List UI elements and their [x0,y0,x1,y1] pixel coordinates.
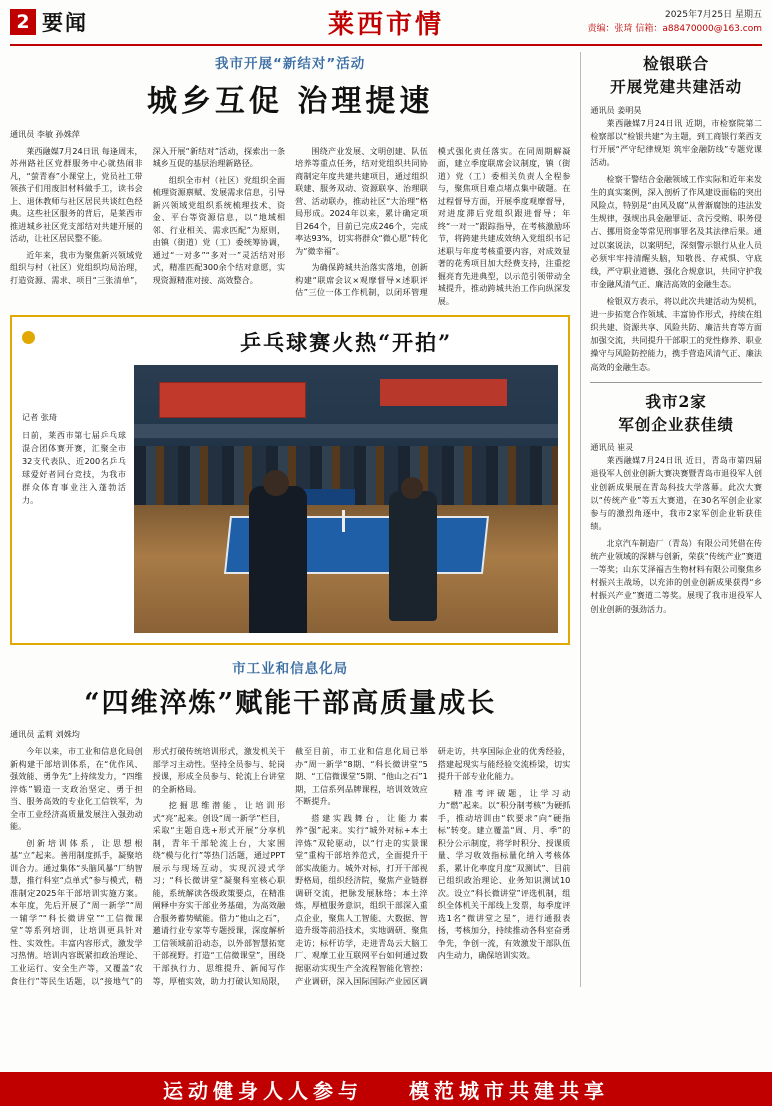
headline-line: 开展党建共建活动 [610,77,743,97]
paragraph: 围绕产业发展、文明创建、队伍培养等重点任务，结对党组织共同协商制定年度共建共建项目，通过组织联建、服务双动、资源联享、治理联营、活动联办，推动社区“大治理”格局形成。2024年以来，累计确定项目264个，目前已完成246个，完成率达93%，切实将群众“微心愿”转化为“微幸福”。 [295,145,428,256]
paragraph: 今年以来，市工业和信息化局创新构建干部培训体系，在“优作风、强效能、勇争先”上持续发力，“四维淬炼”锻造一支政治坚定、勇于担当、服务高效的专业化工信铁军，为全市工业经济高质量发展注入强劲动能。 [10,745,143,832]
rail-article1-headline [590,52,762,99]
paragraph: 莱西融媒7月24日讯 近期，市检察院第二检察部以“检银共建”为主题，到工商银行莱西支行开展“严守纪律规矩 筑牢金融防线”专题党课活动。 [590,117,762,167]
right-sidebar [580,52,762,987]
headline-line: 军创企业获佳绩 [618,414,734,434]
paragraph: 莱西融媒7月24日讯 每逢周末，苏州路社区党群服务中心就热闹非凡，“萤青春”小课堂上，党员社工带领孩子们用废旧材料做手工，读书会上、退休教师与社区居民共谈红色经典。这些社区服务的背后，是莱西市推进城乡社区党支部结对共建开展的活动，让社区居民整不能。 [10,145,143,244]
section-title: 要闻 [42,10,88,35]
bottom-kicker: 市工业和信息化局 [232,661,349,678]
photo-player-far [389,491,437,621]
paragraph: 精准考评破题，让学习动力“燃”起来。以“积分制考核”为硬抓手，推动培训由“软要求”向“硬指标”转变。建立覆盖“周、月、季”的积分公示制度，将学时积分、授课质量、学习收效指标量化纳入考核体系，累计化率度月度“双测试”、目前已组织政治理论、业务知识测试10次。设立“科长微讲堂”评选机制，组织全体机关干部线上发票，每季度评选1名“微讲堂之星”，进行通报表扬，考核加分，持续推动各科室奋勇争先，争创一流，有效激发干部队伍内生动力，确保培训实效。 [437,787,571,961]
photo-player-near [249,486,307,633]
paragraph: 搭建实践舞台，让能力素养“强”起来。实行“城外对标+本土淬炼”双轮驱动，以“行走的实景课堂”重构干部培养范式，全面提升干部实战能力。城外对标，打开干部视野格局，组织经济院，聚焦产业链群调研交流，把脉发展脉络；本土淬炼，厚植服务意识，组织干部深入重点企业，聚焦人工智能、大数据、智造升级等前沿技术，实地调研、聚焦走访；标杆访学，走进青岛云大脑工厂、观摩工业互联网平台如何通过数据驱动实现生产全流程智能化管控；产业调研，深入国际国际产业园区调研走访，共享国际企业的优秀经验，搭建起现实与能经验交流桥梁，切实提升干部专业化能力。 [295,745,571,986]
bottom-byline: 通讯员 孟莉 刘姝均 [10,729,80,740]
footer-slogan-right: 模范城市共建共享 [409,1078,609,1103]
bottom-headline: “四维淬炼”赋能干部高质量成长 [84,688,497,720]
headline-line: 检银联合 [643,54,710,73]
paragraph: 北京汽车制造厂（青岛）有限公司凭借在传统产业领域的深耕与创新，荣获“传统产业”赛道一等奖；山东艾泽福吉生物材料有限公司聚焦乡村振兴主战场，以充沛的创业创新成果获得“乡村振兴产业”赛道二等奖。展现了我市退役军人创业创新的强劲活力。 [590,537,762,614]
lead-body [10,145,570,308]
rail-article2-byline: 通讯员 崔灵 [590,442,634,453]
rail-article1-byline: 通讯员 姜明昊 [590,104,642,115]
rail-article2-headline [590,390,762,437]
reporter-credit: 记者 张琦 [22,412,57,423]
masthead [10,0,762,46]
lead-kicker: 我市开展“新结对”活动 [215,56,366,72]
page-columns [10,52,762,987]
issue-date: 2025年7月25日 星期五 [665,9,762,20]
page-number-badge: 2 [10,9,36,35]
paragraph: 挖掘思维潜能，让培训形式“亮”起来。创设“周一新学”栏目，采取“主题自选+形式开展”分享机制，青年干部轮流上台，大家围绕“模与化行”等热门活题，通过PPT展示与现场互动，实现沉浸式学习；“科长微讲堂”凝聚科室核心职能，系统解读各级政策要点，在精准阐释中夯实干部业务基础，为高效融合服务蓄势赋能。借力“他山之石”，邀请行业专家等专题授课，深度解析工信领域前沿动态，以外部智慧拓宽干部视野。打造“工信微课堂”，围绕干部执行力、思维提升、新闻写作等，厚植实效，助力打破认知局限，截至目前，市工业和信息化局已举办“周一新学”8期、“科长微讲堂”5期、“工信微课堂”5期、“他山之石”1期，工信系列品牌课程，培训效效应不断提升。 [152,745,428,986]
lead-byline: 通讯员 李敏 孙姝萍 [10,129,80,139]
photo-banner-right [380,379,507,406]
paper-title: 莱西市情 [327,9,444,40]
headline-line: 我市2家 [645,391,707,411]
rail-article1-body [590,104,762,374]
footer-slogan-left: 运动健身人人参与 [163,1078,363,1103]
paragraph: 创新培训体系，让思想根基“立”起来。善用制度抓手，凝聚培训合力。通过集体“头脑风暴”厂纳智慧，推行科室“点单式”参与模式，精准制定2025年干部培训实施方案。本年度，先后开展了“周一新学”“周一辅学”“科长微讲堂”“工信微课堂”等系列培训，让培训更具针对性、实效性。丰富内容形式，激发学习热情。培训内容既紧扣政治理论、工业运行、安全生产等，又覆盖“农食住行”等民生话题，以“接地气”的形式打破传统培训形式，激发机关干部学习主动性。坚持全员参与、轮岗授课，形成全员参与、轮流上台讲堂的全新格局。 [10,745,286,986]
masthead-meta [588,8,762,37]
photo-main [134,325,558,633]
editor-contact: 责编：张琦 信箱：a88470000@163.com [587,24,762,34]
paragraph: 为确保跨城共治落实落地，创新构建“联席会议×观摩督导×述职评估”三位一体工作机制，以闭环管理模式强化责任落实。在同周期解凝面，建立季度联席会议制度，镇（街道）党（工）委相关负责人全程参与，聚焦项目难点堵点集中破题。在过程督导方面，开展季度观摩督导，对进度滞后党组织跟进督导；年终“一对一”跟踪指导，在考核激励环节，将跨建共建成效纳入党组织书记述职与年度考核重要内容，对成效显著的花秀项目加大经费支持，注重挖掘亮育先进典型，以示范引领带动全城提升，推动跨城共治工作向纵深发展。 [295,145,571,306]
lead-headline: 城乡互促 治理提速 [146,84,434,119]
footer-slogan-bar [0,1072,772,1106]
bottom-body [10,745,570,987]
rail-article2-body [590,441,762,615]
paragraph: 组织全市村（社区）党组织全面梳理资源禀赋、发展需求信息，引导新兴领域党组织系统梳理技术、资金、平台等资源信息，以“地域相邻、行业相关、需求匹配”为原则，由镇（街道）党（工）委统筹协调，通过“一对多”“多对一”灵活结对形式，精准匹配300余个结对意愿，实现资源精准对接、高效整合。 [152,174,286,285]
photo-caption: 日前，莱西市第七届乒乓球混合团体赛开赛，汇聚全市32支代表队、近200名乒乓球爱好者同台竞技，为我市群众体育事业注入蓬勃活力。 [22,430,126,506]
main-content [10,52,570,987]
feature-photo [134,365,558,633]
photo-net [342,510,345,531]
rail-divider [590,382,762,383]
photo-feature [10,315,570,645]
photo-credit-column [22,325,134,633]
paragraph: 莱西融媒7月24日讯 近日，青岛市第四届退役军人创业创新大赛决赛暨青岛市退役军人创业创新成果展在青岛科技大学落幕。此次大赛以“传统产业”等五大赛道，在30名军创企业家参与的激烈角逐中，我市2家军创企业斩获佳绩。 [590,455,762,531]
photo-shelf [134,424,558,437]
feature-headline: 乒乓球赛火热“开拍” [240,330,453,356]
paragraph: 检察干警结合金融领域工作实际和近年来发生的真实案例，深入剖析了作风建设面临的突出风险点，特别是“由风及腐”从普渐腐蚀的违法发生规律，强规出具金融罪证、贪污受贿、职务侵占、挪用资金等常见刑事罪名及其法律后果。通过以案说法，以案明纪，深刻警示银行从业人员必须牢牢持清醒头脑，知敬畏、存戒惧、守底线，严守职业道德、强化合规意识，共同守护我市金融风清气正、廉洁高效的金融生态。 [590,174,762,289]
photo-banner-left [159,382,305,419]
paragraph: 检银双方表示，将以此次共建活动为契机，进一步拓宽合作领域、丰富协作形式，持续在组织共建、资源共享、风险共防、廉洁共育等方面加强交流，共同提升干部职工的党性修养、职业操守与风险防控能力，携手营造风清气正、廉法高效的金融生态。 [590,296,762,372]
paragraph: 近年来，我市为聚焦新兴领域党组织与村（社区）党组织均局治理，打造资源、需求、项目“三张清单”，深入开展“新结对”活动，探索出一条城乡互促的基层治理新路径。 [10,145,286,285]
